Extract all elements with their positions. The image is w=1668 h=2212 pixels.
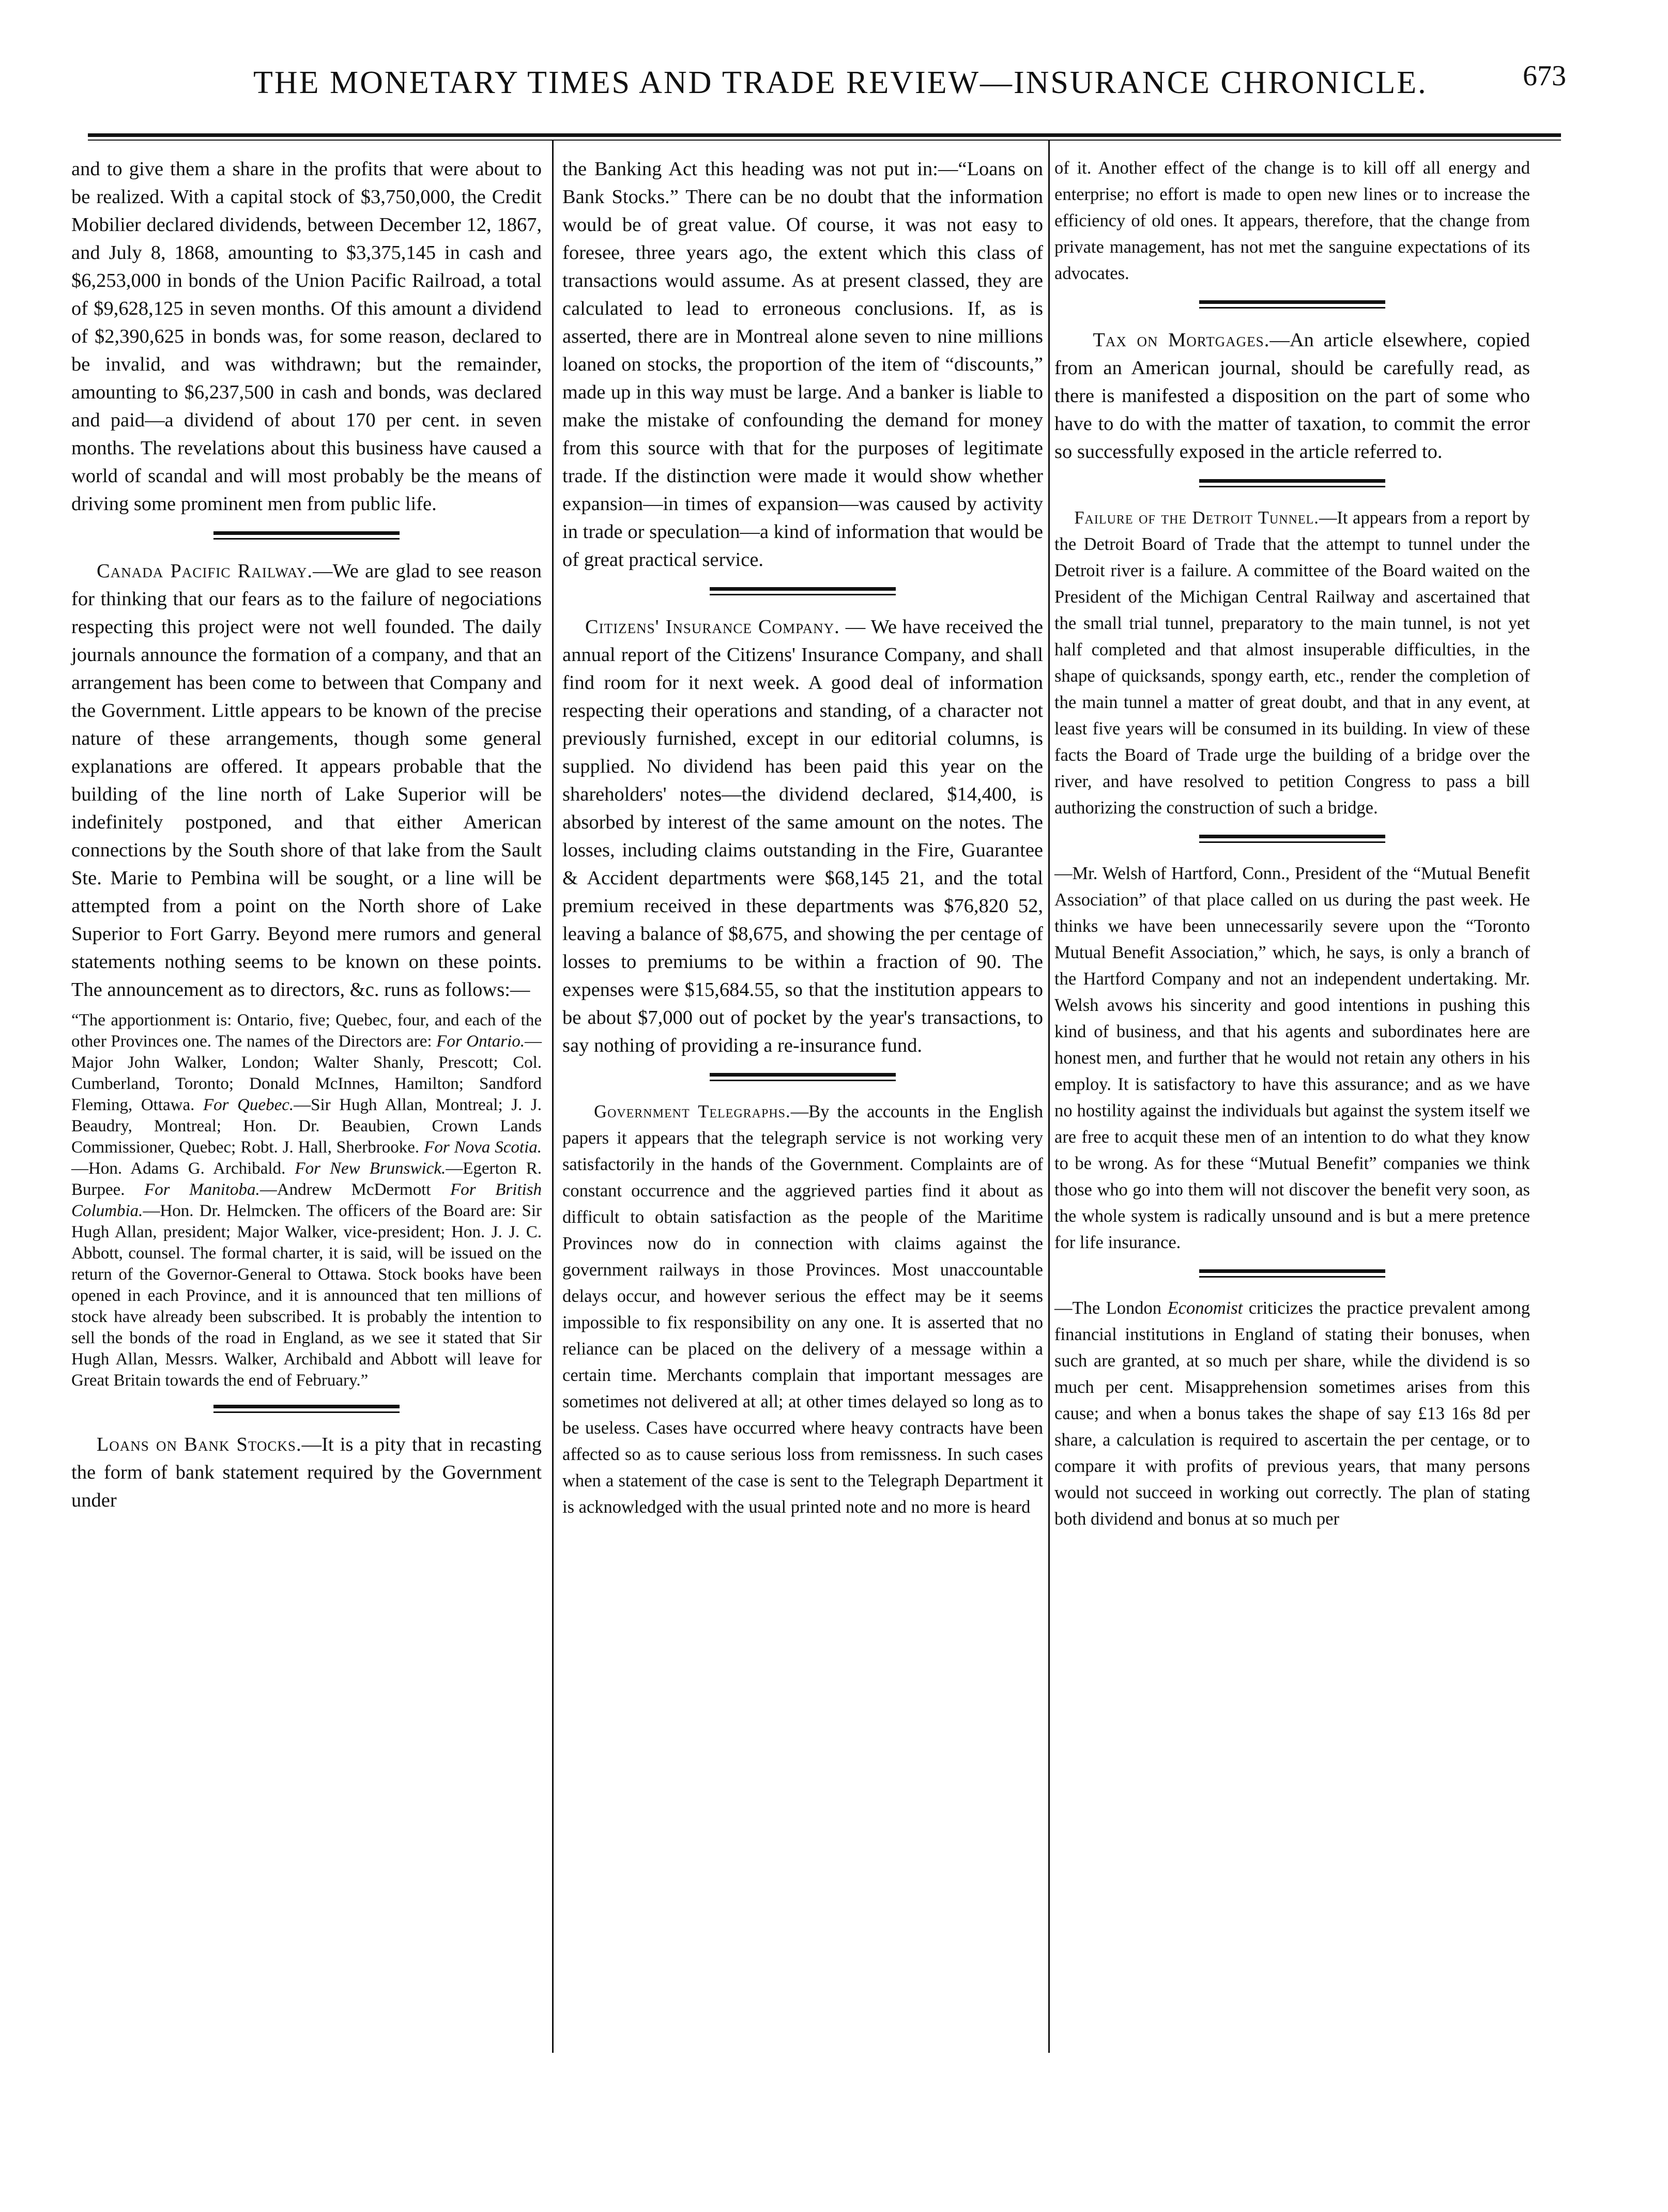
article-heading: Canada Pacific Railway. <box>97 560 313 582</box>
column-3 <box>1054 155 1530 1532</box>
column-divider-2 <box>1048 141 1050 2053</box>
tax-on-mortgages-article <box>1054 326 1530 466</box>
london-economist-article: —The London Economist criticizes the practice prevalent among financial institutions in England of stating their bonuses, when such are granted, at so much per share, while the dividend is so much per cent. Misapprehension sometimes arises from this cause; and when a bonus takes the shape of say £13 16s 8d per share, a calculation is required to ascertain the per centage, or to compare it with profits of previous years, that many persons would not succeed in working out correctly. The plan of stating both dividend and bonus at so much per <box>1054 1298 1531 1529</box>
article-heading: Tax on Mortgages. <box>1093 329 1270 351</box>
article-heading: Citizens' Insurance Company. <box>585 616 840 638</box>
running-title: THE MONETARY TIMES AND TRADE REVIEW—INSURANCE CHRONICLE. <box>253 65 1428 100</box>
article-body: —It appears from a report by the Detroit Board of Trade that the attempt to tunnel under the Detroit river is a failure. A committee of the Board waited on the President of the Michigan Central Railway and ascertained that the small trial tunnel, preparatory to the main tunnel, is not yet half completed and that almost insuperable difficulties, in the shape of quicksands, spongy earth, etc., render the completion of the main tunnel a matter of great doubt, and that in any event, at least five years will be consumed in its building. In view of these facts the Board of Trade urge the building of a bridge over the river, and have resolved to petition Congress to pass a bill authorizing the construction of such a bridge. <box>1054 508 1531 818</box>
article-heading: Government Telegraphs. <box>594 1102 791 1122</box>
article-heading: Failure of the Detroit Tunnel. <box>1074 508 1319 528</box>
section-separator <box>1199 1269 1385 1278</box>
section-separator <box>1199 300 1385 309</box>
header-rule-thin <box>88 140 1561 141</box>
citizens-insurance-article <box>562 613 1043 1059</box>
page-header <box>57 54 1566 111</box>
column-divider-1 <box>552 141 554 2053</box>
article-body: — We have received the annual report of the Citizens' Insurance Company, and shall find room for it next week. A good deal of information respecting their operations and standing, of a character not previously furnished, except in our editorial columns, is supplied. No dividend has been paid this year on the shareholders' notes—the dividend declared, $14,400, is absorbed by interest of the same amount on the notes. The losses, including claims outstanding in the Fire, Guarantee & Accident departments were $68,145 21, and the total premium received in these departments was $76,820 52, leaving a balance of $8,675, and showing the per centage of losses to premiums to be within a fraction of 90. The expenses were $15,684.55, so that the institution appears to be about $7,000 out of pocket by the year's transactions, to say nothing of providing a re-insurance fund. <box>562 616 1044 1056</box>
credit-mobilier-paragraph: and to give them a share in the profits that were about to be realized. With a capital stock of $3,750,000, the Credit Mobilier declared dividends, between December 12, 1867, and July 8, 1868, amounting to $3,375,145 in cash and $6,253,000 in bonds of the Union Pacific Railroad, a total of $9,628,125 in seven months. Of this amount a dividend of $2,390,625 in bonds was, for some reason, declared to be invalid, and was withdrawn; but the remainder, amounting to $6,237,500 in cash and bonds, was declared and paid—a dividend of about 170 per cent. in seven months. The revelations about this business have caused a world of scandal and will most probably be the means of driving some prominent men from public life. <box>71 158 542 515</box>
mutual-benefit-article: —Mr. Welsh of Hartford, Conn., President of the “Mutual Benefit Association” of that place called on us during the past week. He thinks we have been unnecessarily severe upon the “Toronto Mutual Benefit Association,” which, he says, is only a branch of the Hartford Company and not an independent undertaking. Mr. Welsh avows his sincerity and good intentions in pushing this kind of business, and that his agents and subordinates here are honest men, and further that he would not retain any others in his employ. It is satisfactory to have this assurance; and as we have no hostility against the individuals but against the system itself we are free to acquit these men of an intention to do what they know to be wrong. As for these “Mutual Benefit” companies we think those who go into them will not discover the benefit very soon, as the whole system is radically unsound and is but a mere pretence for life insurance. <box>1054 864 1530 1252</box>
section-separator <box>710 1073 896 1081</box>
section-separator <box>213 531 400 540</box>
section-separator <box>710 587 896 595</box>
article-body: —By the accounts in the English papers it appears that the telegraph service is not working very satisfactorily in the hands of the Government. Complaints are of constant occurrence and the aggrieved parties find it about as difficult to obtain satisfaction as the people of the Maritime Provinces now do in connection with claims against the government railways in those Provinces. Most unaccountable delays occur, and however serious the effect may be it seems impossible to fix responsibility on any one. It is asserted that no reliance can be placed on the delivery of a message within a certain time. Merchants complain that important messages are sometimes not delivered at all; at other times delayed so long as to be useless. Cases have occurred where heavy contracts have been affected so as to cause serious loss from remissness. In such cases when a statement of the case is sent to the Telegraph Department it is acknowledged with the usual printed note and no more is heard <box>562 1102 1043 1517</box>
article-heading: Loans on Bank Stocks. <box>96 1434 302 1455</box>
section-separator <box>1199 835 1385 843</box>
detroit-tunnel-article <box>1054 505 1530 821</box>
column-2 <box>562 155 1043 1520</box>
government-telegraphs-article <box>562 1099 1043 1520</box>
telegraphs-continued-paragraph: of it. Another effect of the change is to kill off all energy and enterprise; no effort is made to open new lines or to increase the efficiency of old ones. It appears, therefore, that the change from private management, has not met the sanguine expectations of its advocates. <box>1054 158 1530 283</box>
article-body: —It is a pity that in recasting the form of bank statement required by the Government under <box>71 1434 542 1511</box>
header-rule-thick <box>88 133 1561 137</box>
section-separator <box>213 1405 400 1413</box>
article-body: —An article elsewhere, copied from an American journal, should be carefully read, as there is manifested a disposition on the part of some who have to do with the matter of taxation, to commit the error so successfully exposed in the article referred to. <box>1054 329 1530 463</box>
article-body: —We are glad to see reason for thinking that our fears as to the failure of negociations respecting this project were not well founded. The daily journals announce the formation of a company, and that an arrangement has been come to between that Company and the Government. Little appears to be known of the precise nature of these arrangements, though some general explanations are offered. It appears probable that the building of the line north of Lake Superior will be indefinitely postponed, and that either American connections by the South shore of that lake from the Sault Ste. Marie to Pembina will be sought, or a line will be attempted from a point on the North shore of Lake Superior to Fort Garry. Beyond mere rumors and general statements nothing seems to be known on these points. The announcement as to directors, &c. runs as follows:— <box>71 560 542 1001</box>
section-separator <box>1199 479 1385 487</box>
column-1 <box>71 155 542 1514</box>
page-number: 673 <box>1523 60 1566 92</box>
canada-pacific-article <box>71 557 542 1004</box>
loans-bank-stocks-article <box>71 1431 542 1514</box>
directors-quote: “The apportionment is: Ontario, five; Quebec, four, and each of the other Provinces one. The names of the Directors are: For Ontario.—Major John Walker, London; Walter Shanly, Prescott; Col. Cumberland, Toronto; Donald McInnes, Hamilton; Sandford Fleming, Ottawa. For Quebec.—Sir Hugh Allan, Montreal; J. J. Beaudry, Montreal; Hon. Dr. Beaubien, Crown Lands Commissioner, Quebec; Robt. J. Hall, Sherbrooke. For Nova Scotia.—Hon. Adams G. Archibald. For New Brunswick.—Egerton R. Burpee. For Manitoba.—Andrew McDermott For British Columbia.—Hon. Dr. Helmcken. The officers of the Board are: Sir Hugh Allan, president; Major Walker, vice-president; Hon. J. J. C. Abbott, counsel. The formal charter, it is said, will be issued on the return of the Governor-General to Ottawa. Stock books have been opened in each Province, and it is announced that ten millions of stock have already been subscribed. It is probably the intention to sell the bonds of the road in England, as we see it stated that Sir Hugh Allan, Messrs. Walker, Archibald and Abbott will leave for Great Britain towards the end of February.” <box>71 1011 542 1390</box>
loans-continued-paragraph: the Banking Act this heading was not put in:—“Loans on Bank Stocks.” There can be no doubt that the information would be of great value. Of course, it was not easy to foresee, three years ago, the extent which this class of transactions would assume. As at present classed, they are calculated to lead to erroneous conclusions. If, as is asserted, there are in Montreal alone seven to nine millions loaned on stocks, the proportion of the item of “discounts,” made up in this way must be large. And a banker is liable to make the mistake of confounding the demand for money from this source with that for the purposes of legitimate trade. If the distinction were made it would show whether expansion—in times of expansion—was caused by activity in trade or speculation—a kind of information that would be of great practical service. <box>562 158 1043 571</box>
